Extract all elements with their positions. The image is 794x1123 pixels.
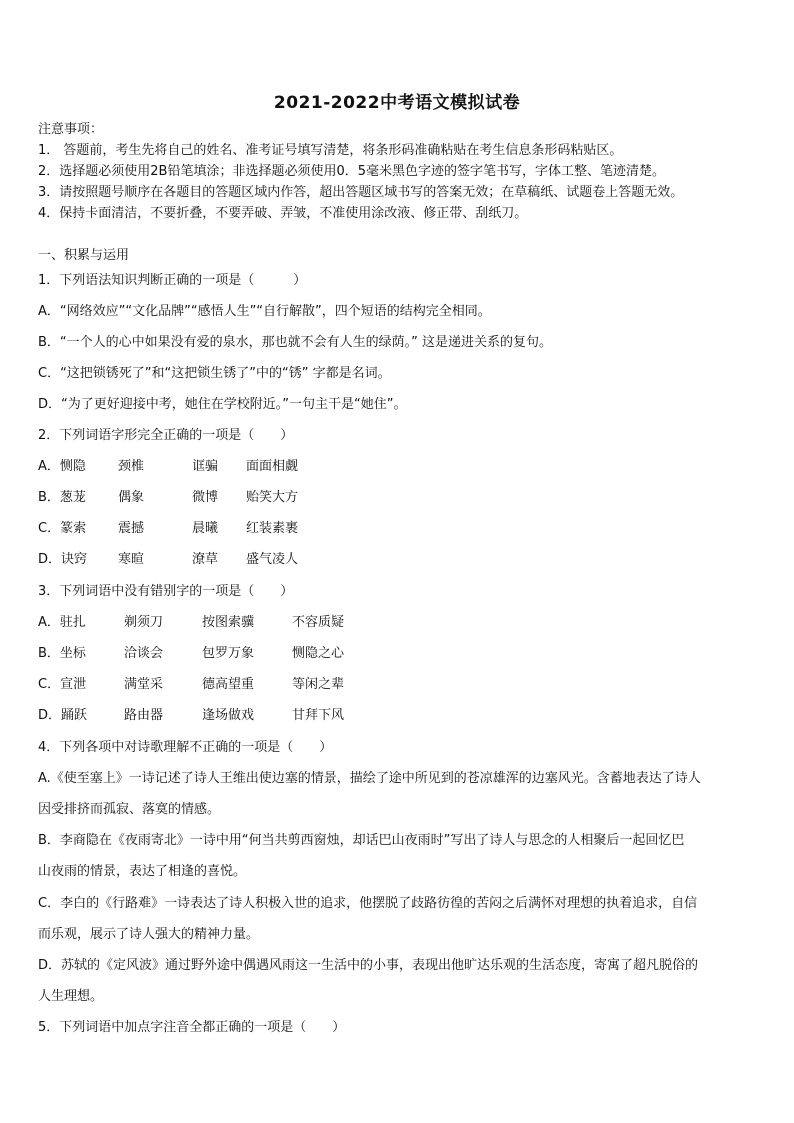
q3-b-word-1: B．坐标 [38,646,86,661]
q4-option-c-line1: C．李白的《行路难》一诗表达了诗人积极入世的追求，他摆脱了歧路彷徨的苦闷之后满怀对理想的执着追求，自信 [38,896,698,911]
q1-option-b: B．“一个人的心中如果没有爱的泉水，那也就不会有人生的绿荫。” 这是递进关系的复句。 [38,335,553,350]
q4-option-a-line1: A.《使至塞上》一诗记述了诗人王维出使边塞的情景，描绘了途中所见到的苍凉雄浑的边塞风光。含蓄地表达了诗人 [38,771,701,786]
q2-a-word-1: A．恻隐 [38,459,86,474]
q3-d-word-2: 路由器 [124,708,164,723]
q3-a-word-2: 剃须刀 [124,615,164,630]
q2-option-b [38,489,298,507]
q3-option-b [38,645,344,663]
q2-b-word-3: 微博 [192,490,219,505]
q3-c-word-3: 德高望重 [202,677,255,692]
q1-option-d: D．“为了更好迎接中考，她住在学校附近。”一句主干是“她住”。 [38,397,407,412]
q5-stem: 5．下列词语中加点字注音全都正确的一项是（ ） [38,1020,346,1035]
q3-b-word-4: 恻隐之心 [292,646,345,661]
q2-c-word-1: C．篆索 [38,521,87,536]
notice-item-3: 3．请按照题号顺序在各题目的答题区域内作答，超出答题区域书写的答案无效；在草稿纸、试题卷上答题无效。 [38,185,684,200]
q4-option-c-line2: 而乐观，展示了诗人强大的精神力量。 [38,927,260,942]
q3-option-d [38,707,344,725]
q3-d-word-1: D．踊跃 [38,708,88,723]
q3-d-word-3: 逢场做戏 [202,708,255,723]
q3-c-word-2: 满堂采 [124,677,164,692]
q2-b-word-4: 贻笑大方 [246,490,299,505]
q2-b-word-1: B．葱茏 [38,490,86,505]
q2-option-a [38,458,298,476]
notice-item-2: 2．选择题必须使用2B铅笔填涂；非选择题必须使用0．5毫米黑色字迹的签字笔书写，字体工整、笔迹清楚。 [38,164,666,179]
q2-d-word-4: 盛气凌人 [246,552,299,567]
q3-d-word-4: 甘拜下风 [292,708,345,723]
q4-option-b-line1: B．李商隐在《夜雨寄北》一诗中用“何当共剪西窗烛，却话巴山夜雨时”写出了诗人与思念的人相聚后一起回忆巴 [38,833,685,848]
q2-d-word-3: 潦草 [192,552,219,567]
q2-c-word-3: 晨曦 [192,521,219,536]
notice-item-1: 1． 答题前，考生先将自己的姓名、准考证号填写清楚，将条形码准确粘贴在考生信息条形码粘贴区。 [38,143,623,158]
q4-option-a-line2: 因受排挤而孤寂、落寞的情感。 [38,802,221,817]
q2-c-word-4: 红装素裹 [246,521,299,536]
q2-c-word-2: 震撼 [118,521,145,536]
q3-c-word-4: 等闲之辈 [292,677,345,692]
q4-option-b-line2: 山夜雨的情景，表达了相逢的喜悦。 [38,864,247,879]
q2-a-word-2: 颈椎 [118,459,145,474]
q2-option-d [38,551,298,569]
q3-a-word-3: 按图索骥 [202,615,255,630]
notice-item-4: 4．保持卡面清洁，不要折叠，不要弄破、弄皱，不准使用涂改液、修正带、刮纸刀。 [38,206,528,221]
q3-a-word-4: 不容质疑 [292,615,345,630]
notice-heading: 注意事项： [38,122,104,137]
page-title: 2021-2022中考语文模拟试卷 [273,93,521,113]
q2-option-c [38,520,298,538]
q3-option-a [38,614,344,632]
q3-a-word-1: A．驻扎 [38,615,86,630]
q3-option-c [38,676,344,694]
q1-option-c: C．“这把锁锈死了”和“这把锁生锈了”中的“锈” 字都是名词。 [38,366,391,381]
q2-b-word-2: 偶象 [118,490,145,505]
q4-option-d-line1: D．苏轼的《定风波》通过野外途中偶遇风雨这一生活中的小事，表现出他旷达乐观的生活态度，寄寓了超凡脱俗的 [38,958,699,973]
q4-option-d-line2: 人生理想。 [38,989,104,1004]
q2-a-word-4: 面面相觑 [246,459,299,474]
q3-b-word-2: 洽谈会 [124,646,164,661]
q3-stem: 3．下列词语中没有错别字的一项是（ ） [38,584,294,599]
q3-c-word-1: C．宣泄 [38,677,87,692]
q4-stem: 4．下列各项中对诗歌理解不正确的一项是（ ） [38,740,333,755]
q2-stem: 2．下列词语字形完全正确的一项是（ ） [38,428,294,443]
q2-a-word-3: 诓骗 [192,459,219,474]
q2-d-word-1: D．诀窍 [38,552,88,567]
q1-option-a: A．“网络效应”“文化品牌”“感悟人生”“自行解散”，四个短语的结构完全相同。 [38,304,491,319]
q1-stem: 1．下列语法知识判断正确的一项是（ ） [38,273,307,288]
q3-b-word-3: 包罗万象 [202,646,255,661]
section-heading: 一、积累与运用 [38,248,130,263]
q2-d-word-2: 寒暄 [118,552,145,567]
